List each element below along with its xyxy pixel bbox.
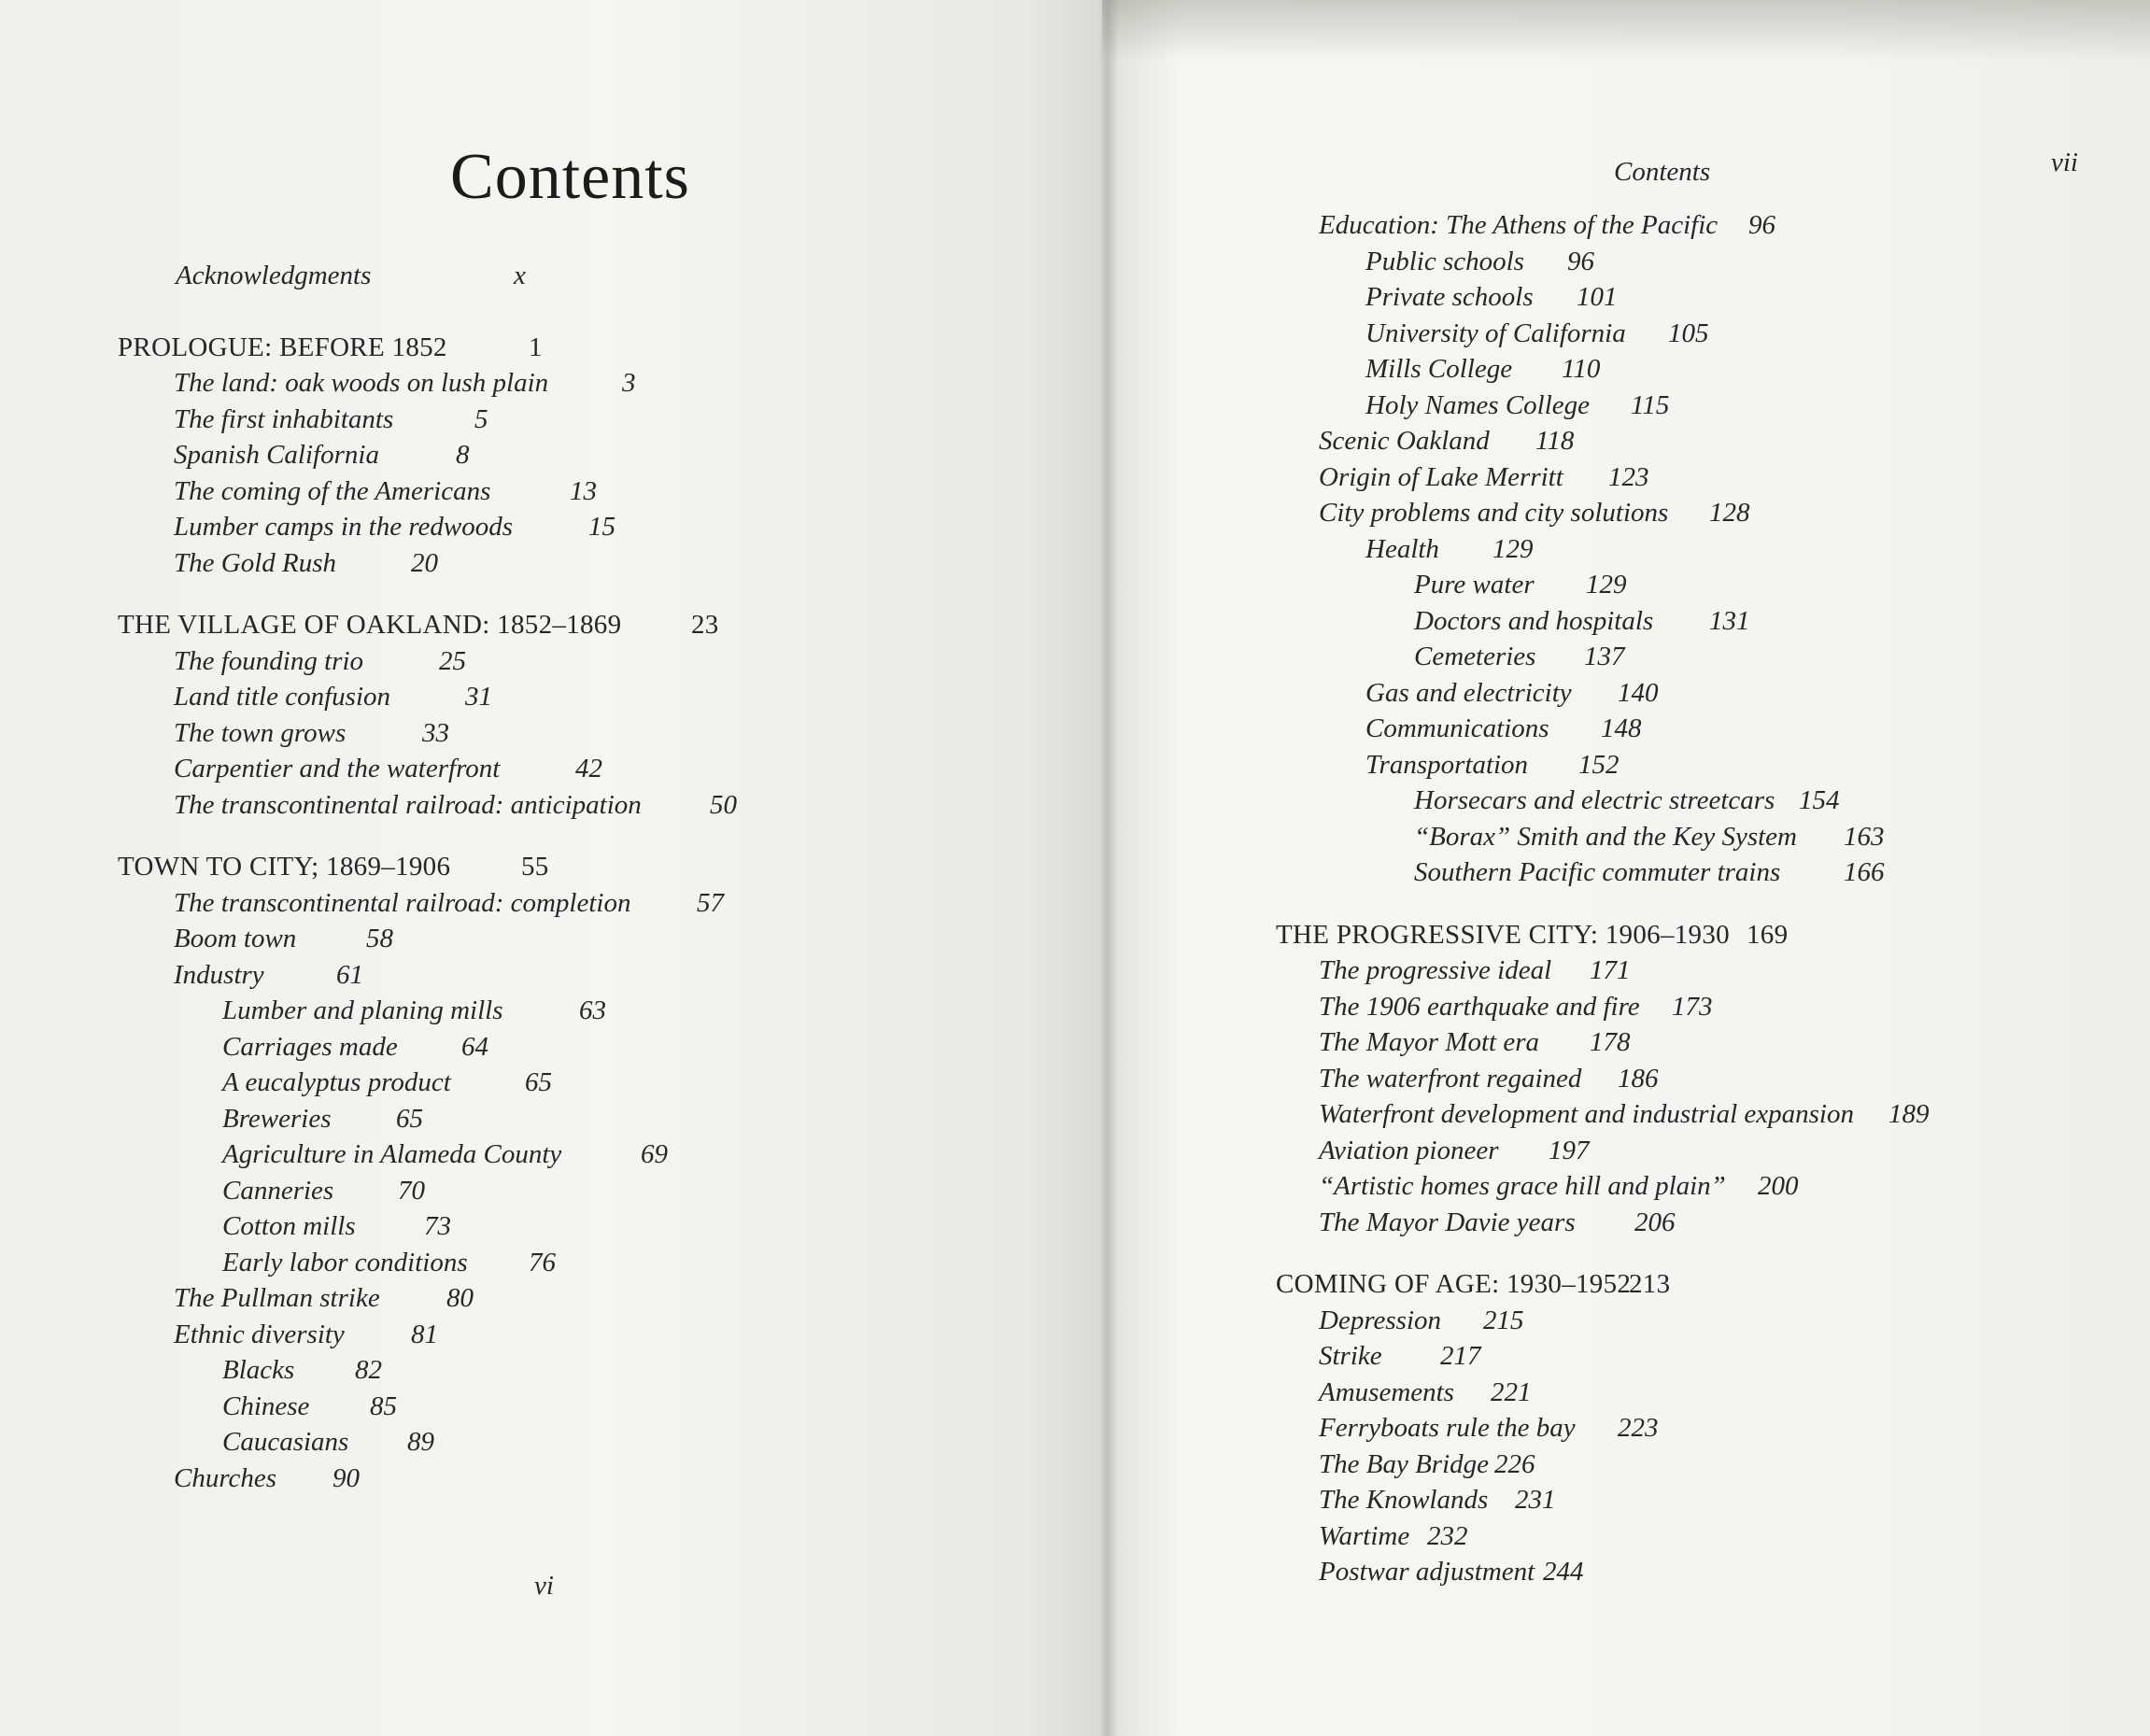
toc-entry [118, 1389, 1061, 1425]
toc-entry-title: “Artistic homes grace hill and plain” [1319, 1171, 1726, 1201]
toc-entry-page: 166 [1844, 857, 1885, 887]
toc-entry-page: 206 [1634, 1207, 1676, 1237]
page-number: vii [2051, 148, 2078, 177]
toc-entry-page: 244 [1543, 1557, 1584, 1587]
toc-entry [118, 1065, 1061, 1101]
toc-entry-page: 171 [1590, 955, 1631, 985]
toc-entry-page: 217 [1440, 1341, 1481, 1371]
toc-entry [1319, 1168, 2122, 1205]
toc-entry-page: 5 [474, 403, 488, 434]
toc-entry-page: 65 [525, 1067, 552, 1097]
toc-entry-page: 82 [355, 1355, 382, 1385]
toc-entry [118, 1101, 1061, 1137]
page-number: vi [534, 1571, 554, 1601]
toc-entry-title: Depression [1319, 1305, 1442, 1335]
toc-entry [1319, 1410, 2122, 1447]
toc-entry-title: “Borax” Smith and the Key System [1414, 821, 1797, 852]
toc-entry [1319, 1303, 2122, 1339]
toc-entry-title: Churches [174, 1462, 277, 1493]
toc-entry-title: Scenic Oakland [1319, 426, 1490, 456]
toc-entry-page: 221 [1491, 1376, 1532, 1407]
toc-entry-title: Doctors and hospitals [1414, 605, 1654, 636]
toc-entry-title: The Mayor Mott era [1319, 1027, 1539, 1057]
right-page [1108, 0, 2150, 1736]
toc-entry-page: 101 [1577, 282, 1618, 312]
toc-entry-title: Lumber camps in the redwoods [174, 512, 514, 542]
toc-entry-title: The Bay Bridge [1319, 1448, 1490, 1479]
toc-entry [118, 365, 1061, 402]
toc-entry [118, 885, 1061, 922]
toc-entry [118, 1245, 1061, 1281]
toc-entry [1319, 567, 2122, 603]
toc-entry-page: 197 [1549, 1135, 1590, 1165]
toc-entry-page: 178 [1590, 1027, 1631, 1057]
toc-entry-page: 96 [1748, 210, 1775, 240]
toc-entry-page: 137 [1584, 642, 1625, 671]
toc-entry [1319, 711, 2122, 747]
toc-entry-page: 1 [529, 332, 543, 362]
toc-entry-page: 223 [1618, 1413, 1659, 1443]
toc-entry [1319, 1205, 2122, 1241]
toc-entry-page: 58 [366, 924, 393, 953]
toc-entry-page: 31 [465, 682, 492, 712]
toc-entry-title: Land title confusion [174, 682, 390, 712]
toc-entry [1319, 819, 2122, 855]
toc-entry-title: Education: The Athens of the Pacific [1319, 210, 1719, 240]
toc-entry-title: Transportation [1365, 749, 1529, 780]
toc-entry-title: The transcontinental railroad: completion [174, 887, 631, 918]
toc-entry-page: 85 [370, 1390, 397, 1421]
toc-entry-page: 163 [1844, 821, 1885, 852]
toc-entry-page: 55 [521, 852, 549, 882]
toc-entry [118, 921, 1061, 957]
toc-entry [118, 1136, 1061, 1173]
toc-entry [118, 679, 1061, 715]
toc-entry-page: 169 [1747, 919, 1789, 950]
toc-entry [1319, 783, 2122, 819]
toc-entry-title: Boom town [174, 924, 297, 953]
toc-entry-title: Ethnic diversity [174, 1319, 345, 1349]
toc-entry-title: Lumber and planing mills [222, 995, 503, 1025]
toc-entry-page: 110 [1562, 354, 1601, 384]
toc-entry [118, 1461, 1061, 1497]
toc-entry [1319, 747, 2122, 783]
toc-entry [1319, 953, 2122, 989]
toc-entry-page: 128 [1709, 498, 1750, 528]
toc-entry-page: 154 [1799, 785, 1840, 815]
toc-entry-page: 213 [1629, 1269, 1671, 1299]
toc-entry [118, 1029, 1061, 1066]
toc-list-left [118, 258, 1061, 1496]
toc-entry [1319, 1554, 2122, 1590]
toc-entry-page: 64 [461, 1031, 488, 1062]
toc-entry-page: 90 [332, 1462, 360, 1493]
toc-entry-page: 23 [691, 610, 719, 640]
toc-entry-title: The 1906 earthquake and fire [1319, 991, 1640, 1022]
toc-list-right [1276, 207, 2122, 1590]
toc-entry-title: Horsecars and electric streetcars [1414, 785, 1775, 815]
toc-entry-page: 152 [1578, 749, 1620, 780]
toc-entry-title: Strike [1319, 1341, 1382, 1371]
toc-entry-page: 15 [588, 512, 615, 542]
toc-entry-page: 65 [396, 1103, 423, 1134]
toc-entry [1319, 495, 2122, 531]
toc-entry [118, 402, 1061, 438]
toc-entry [1319, 279, 2122, 316]
toc-entry [1319, 675, 2122, 712]
running-head: Contents [1614, 157, 1711, 187]
toc-entry-page: 73 [424, 1211, 451, 1241]
toc-section-heading [118, 607, 1061, 643]
toc-entry [1319, 1096, 2122, 1133]
toc-entry [1319, 1447, 2122, 1483]
toc-entry [1319, 351, 2122, 388]
toc-entry-title: Waterfront development and industrial expansion [1319, 1099, 1854, 1129]
toc-entry-title: City problems and city solutions [1319, 498, 1669, 528]
toc-entry [118, 993, 1061, 1029]
toc-entry-page: 70 [398, 1175, 425, 1206]
toc-entry-title: The coming of the Americans [174, 475, 491, 506]
toc-entry [1319, 531, 2122, 568]
toc-entry-title: The town grows [174, 717, 347, 748]
toc-entry-title: The Knowlands [1319, 1485, 1489, 1515]
toc-entry-title: Public schools [1365, 246, 1524, 276]
toc-entry-title: Cotton mills [222, 1211, 356, 1241]
toc-entry-title: The waterfront regained [1319, 1063, 1582, 1094]
toc-entry-title: Carpentier and the waterfront [174, 754, 501, 783]
toc-entry-title: Communications [1365, 713, 1549, 743]
toc-entry-page: 50 [710, 789, 737, 820]
toc-entry-title: The Pullman strike [174, 1283, 380, 1313]
toc-entry [118, 509, 1061, 545]
toc-entry [1319, 854, 2122, 891]
toc-entry-title: Chinese [222, 1390, 310, 1421]
toc-entry [1319, 639, 2122, 675]
toc-entry-page: 8 [456, 440, 470, 470]
toc-entry-title: Caucasians [222, 1427, 349, 1457]
toc-entry-page: 129 [1586, 570, 1627, 600]
toc-entry-page: 57 [697, 887, 724, 918]
toc-entry-page: 232 [1427, 1520, 1468, 1551]
toc-section-heading [118, 849, 1061, 885]
toc-entry-page: 148 [1601, 713, 1642, 743]
toc-entry-title: Amusements [1319, 1376, 1454, 1407]
toc-entry-title: Agriculture in Alameda County [222, 1139, 562, 1169]
toc-entry-title: Spanish California [174, 440, 379, 470]
toc-entry-page: 3 [622, 368, 636, 398]
toc-entry-page: 200 [1758, 1171, 1799, 1201]
toc-entry-title: Blacks [222, 1355, 295, 1385]
toc-entry [118, 715, 1061, 752]
toc-entry-title: A eucalyptus product [222, 1067, 451, 1097]
toc-entry-page: 25 [439, 645, 466, 676]
toc-entry-page: 131 [1709, 605, 1750, 636]
toc-entry-page: 173 [1672, 991, 1713, 1022]
toc-entry-title: Wartime [1319, 1520, 1410, 1551]
toc-entry-title: The founding trio [174, 645, 364, 676]
toc-entry-title: Gas and electricity [1365, 677, 1572, 708]
toc-entry [118, 1280, 1061, 1317]
toc-entry-page: 33 [422, 717, 449, 748]
toc-entry-page: x [514, 261, 526, 290]
toc-entry [118, 1352, 1061, 1389]
toc-entry-title: Holy Names College [1365, 389, 1591, 420]
toc-section-heading [1276, 917, 2122, 953]
toc-entry-title: The progressive ideal [1319, 955, 1552, 985]
toc-entry [118, 473, 1061, 510]
toc-entry-title: Health [1365, 533, 1439, 564]
toc-entry-page: 69 [641, 1139, 668, 1169]
toc-section-heading [1276, 1266, 2122, 1303]
toc-entry [176, 258, 1061, 294]
page-title: Contents [450, 141, 690, 213]
toc-entry-page: 20 [411, 547, 438, 578]
toc-entry-page: 42 [575, 754, 602, 783]
toc-entry-title: COMING OF AGE: 1930–1952 [1276, 1269, 1632, 1299]
toc-entry [118, 957, 1061, 994]
toc-entry-title: Aviation pioneer [1319, 1135, 1499, 1165]
toc-entry [1319, 423, 2122, 459]
toc-entry-title: Private schools [1365, 282, 1534, 312]
toc-entry [1319, 207, 2122, 244]
toc-entry [118, 787, 1061, 824]
toc-entry-title: THE VILLAGE OF OAKLAND: 1852–1869 [118, 610, 622, 640]
toc-entry [1319, 1518, 2122, 1555]
toc-entry-title: Southern Pacific commuter trains [1414, 857, 1781, 887]
toc-entry-title: Early labor conditions [222, 1247, 468, 1277]
toc-entry-page: 115 [1631, 389, 1670, 420]
toc-entry-page: 80 [446, 1283, 474, 1313]
toc-entry [118, 1424, 1061, 1461]
toc-entry-page: 105 [1668, 318, 1709, 348]
toc-entry-title: Industry [174, 959, 264, 990]
toc-entry [118, 1208, 1061, 1245]
toc-entry [1319, 459, 2122, 496]
toc-entry [1319, 316, 2122, 352]
toc-entry-title: The Mayor Davie years [1319, 1207, 1576, 1237]
toc-entry-page: 129 [1492, 533, 1534, 564]
toc-entry-page: 118 [1535, 426, 1575, 456]
toc-entry [1319, 603, 2122, 640]
toc-entry-title: TOWN TO CITY; 1869–1906 [118, 852, 451, 882]
toc-entry [118, 643, 1061, 680]
toc-entry [1319, 244, 2122, 280]
toc-entry-title: The transcontinental railroad: anticipation [174, 789, 642, 820]
toc-entry-page: 61 [336, 959, 363, 990]
toc-entry-title: Postwar adjustment [1319, 1557, 1535, 1587]
toc-entry-page: 231 [1515, 1485, 1556, 1515]
toc-entry-title: Origin of Lake Merritt [1319, 461, 1563, 492]
toc-entry-page: 96 [1567, 246, 1594, 276]
toc-entry-page: 13 [570, 475, 597, 506]
toc-entry-title: PROLOGUE: BEFORE 1852 [118, 332, 447, 362]
toc-entry [118, 1317, 1061, 1353]
toc-entry [118, 437, 1061, 473]
toc-entry [1319, 1024, 2122, 1061]
toc-entry [1319, 1338, 2122, 1375]
toc-entry [1319, 1375, 2122, 1411]
toc-entry-page: 81 [411, 1319, 438, 1349]
toc-entry [1319, 1061, 2122, 1097]
toc-entry-page: 76 [529, 1247, 556, 1277]
toc-entry-title: Mills College [1365, 354, 1513, 384]
toc-entry-title: The first inhabitants [174, 403, 394, 434]
toc-entry-page: 89 [407, 1427, 434, 1457]
toc-entry-title: Carriages made [222, 1031, 398, 1062]
toc-entry [118, 1173, 1061, 1209]
toc-entry-page: 226 [1494, 1448, 1535, 1479]
toc-entry [118, 545, 1061, 582]
toc-section-heading [118, 330, 1061, 366]
toc-entry [1319, 989, 2122, 1025]
toc-entry-title: Ferryboats rule the bay [1319, 1413, 1576, 1443]
toc-entry-title: Pure water [1414, 570, 1535, 600]
toc-entry [1319, 1482, 2122, 1518]
toc-entry-page: 63 [579, 995, 606, 1025]
toc-entry-page: 123 [1608, 461, 1649, 492]
toc-entry-page: 215 [1483, 1305, 1524, 1335]
toc-entry [1319, 388, 2122, 424]
toc-entry-title: THE PROGRESSIVE CITY: 1906–1930 [1276, 919, 1730, 950]
toc-entry-title: The land: oak woods on lush plain [174, 368, 549, 398]
toc-entry [118, 751, 1061, 787]
toc-entry-title: Breweries [222, 1103, 332, 1134]
toc-entry-page: 140 [1618, 677, 1659, 708]
toc-entry [1319, 1133, 2122, 1169]
toc-entry-title: Cemeteries [1414, 642, 1536, 671]
toc-entry-title: University of California [1365, 318, 1626, 348]
toc-entry-title: Canneries [222, 1175, 334, 1206]
toc-entry-page: 186 [1618, 1063, 1659, 1094]
toc-entry-title: Acknowledgments [176, 261, 372, 290]
toc-entry-title: The Gold Rush [174, 547, 336, 578]
toc-entry-page: 189 [1888, 1099, 1930, 1129]
